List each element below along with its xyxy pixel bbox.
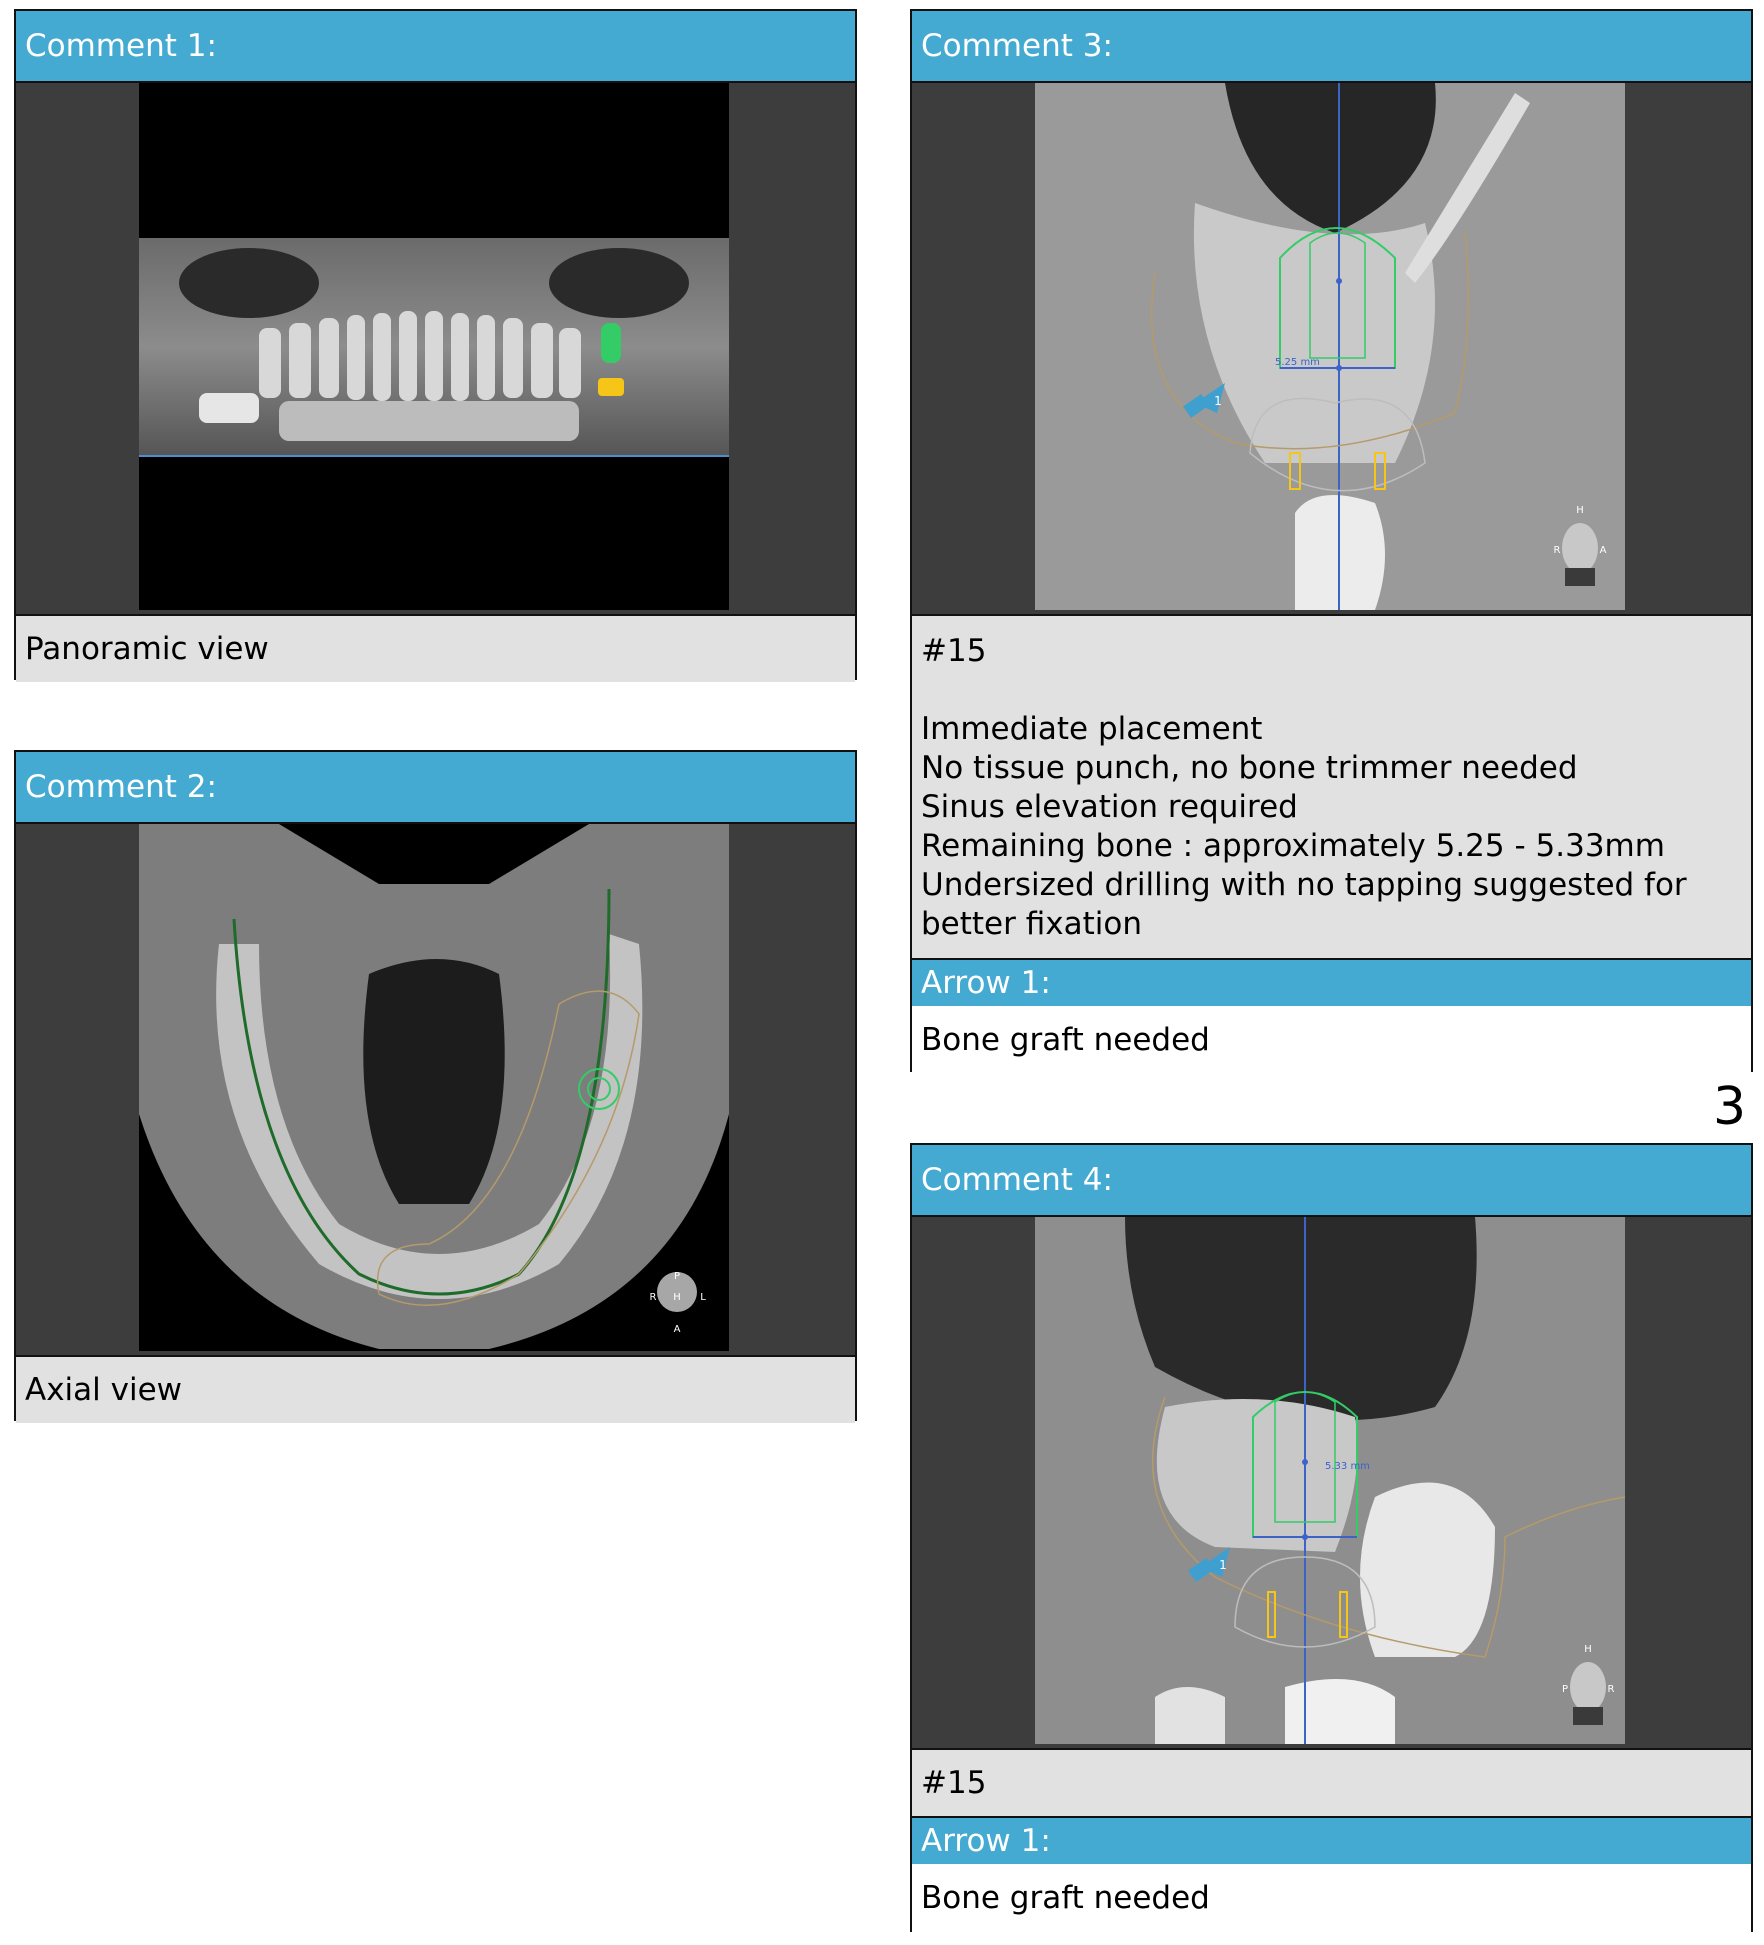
arrow-header-3: Arrow 1: bbox=[912, 958, 1751, 1006]
cross-section-ct-scan-3 bbox=[1035, 83, 1625, 610]
caption-line: better fixation bbox=[921, 906, 1142, 942]
orient-top-3: H bbox=[1576, 505, 1584, 516]
comment-header-1: Comment 1: bbox=[16, 11, 855, 81]
caption-line: Sinus elevation required bbox=[921, 789, 1298, 825]
comment-caption-1 bbox=[16, 616, 855, 682]
caption-line: No tissue punch, no bone trimmer needed bbox=[921, 750, 1578, 786]
axial-orient-top: P bbox=[673, 1271, 681, 1282]
caption-text: #15 bbox=[921, 1765, 987, 1801]
comment-header-4: Comment 4: bbox=[912, 1145, 1751, 1215]
comment-panel-4 bbox=[910, 1143, 1753, 1932]
orient-right-3: A bbox=[1599, 545, 1607, 556]
measurement-label-4: 5.33 mm bbox=[1325, 1461, 1370, 1472]
caption-text: Panoramic view bbox=[25, 631, 269, 667]
axial-orient-right: L bbox=[700, 1292, 706, 1303]
comment-caption-3 bbox=[912, 616, 1751, 958]
axial-orient-bottom: A bbox=[673, 1324, 681, 1335]
caption-line bbox=[921, 671, 1751, 710]
cross-section-ct-scan-4 bbox=[1035, 1217, 1625, 1744]
comment-caption-2 bbox=[16, 1357, 855, 1423]
caption-line: Immediate placement bbox=[921, 711, 1263, 747]
comment-header-2: Comment 2: bbox=[16, 752, 855, 822]
comment-panel-1 bbox=[14, 9, 857, 680]
orient-left-3: R bbox=[1553, 545, 1561, 556]
orient-top-4: H bbox=[1584, 1644, 1592, 1655]
comment-header-3: Comment 3: bbox=[912, 11, 1751, 81]
axial-orient-left: R bbox=[649, 1292, 657, 1303]
caption-line: Remaining bone : approximately 5.25 - 5.33mm bbox=[921, 828, 1665, 864]
arrow-note-3: Bone graft needed bbox=[912, 1006, 1751, 1074]
panoramic-xray bbox=[139, 83, 729, 610]
axial-ct-scan bbox=[139, 824, 729, 1351]
cross-section-image-4 bbox=[912, 1215, 1751, 1750]
panoramic-image bbox=[16, 81, 855, 616]
page-number: 3 bbox=[1713, 1077, 1747, 1137]
comment-panel-2 bbox=[14, 750, 857, 1421]
caption-text: Axial view bbox=[25, 1372, 183, 1408]
caption-line: #15 bbox=[921, 633, 987, 669]
arrow-marker-label-3: 1 bbox=[1214, 394, 1222, 408]
arrow-marker-label-4: 1 bbox=[1219, 1558, 1227, 1572]
arrow-note-4: Bone graft needed bbox=[912, 1864, 1751, 1932]
comment-panel-3 bbox=[910, 9, 1753, 1072]
orient-right-4: R bbox=[1607, 1684, 1615, 1695]
cross-section-image-3 bbox=[912, 81, 1751, 616]
orient-left-4: P bbox=[1561, 1684, 1569, 1695]
axial-orient-center: H bbox=[673, 1292, 681, 1303]
comment-caption-4 bbox=[912, 1750, 1751, 1816]
arrow-header-4: Arrow 1: bbox=[912, 1816, 1751, 1864]
axial-image bbox=[16, 822, 855, 1357]
measurement-label-3: 5.25 mm bbox=[1275, 357, 1320, 368]
caption-line: Undersized drilling with no tapping suggested for bbox=[921, 867, 1687, 903]
